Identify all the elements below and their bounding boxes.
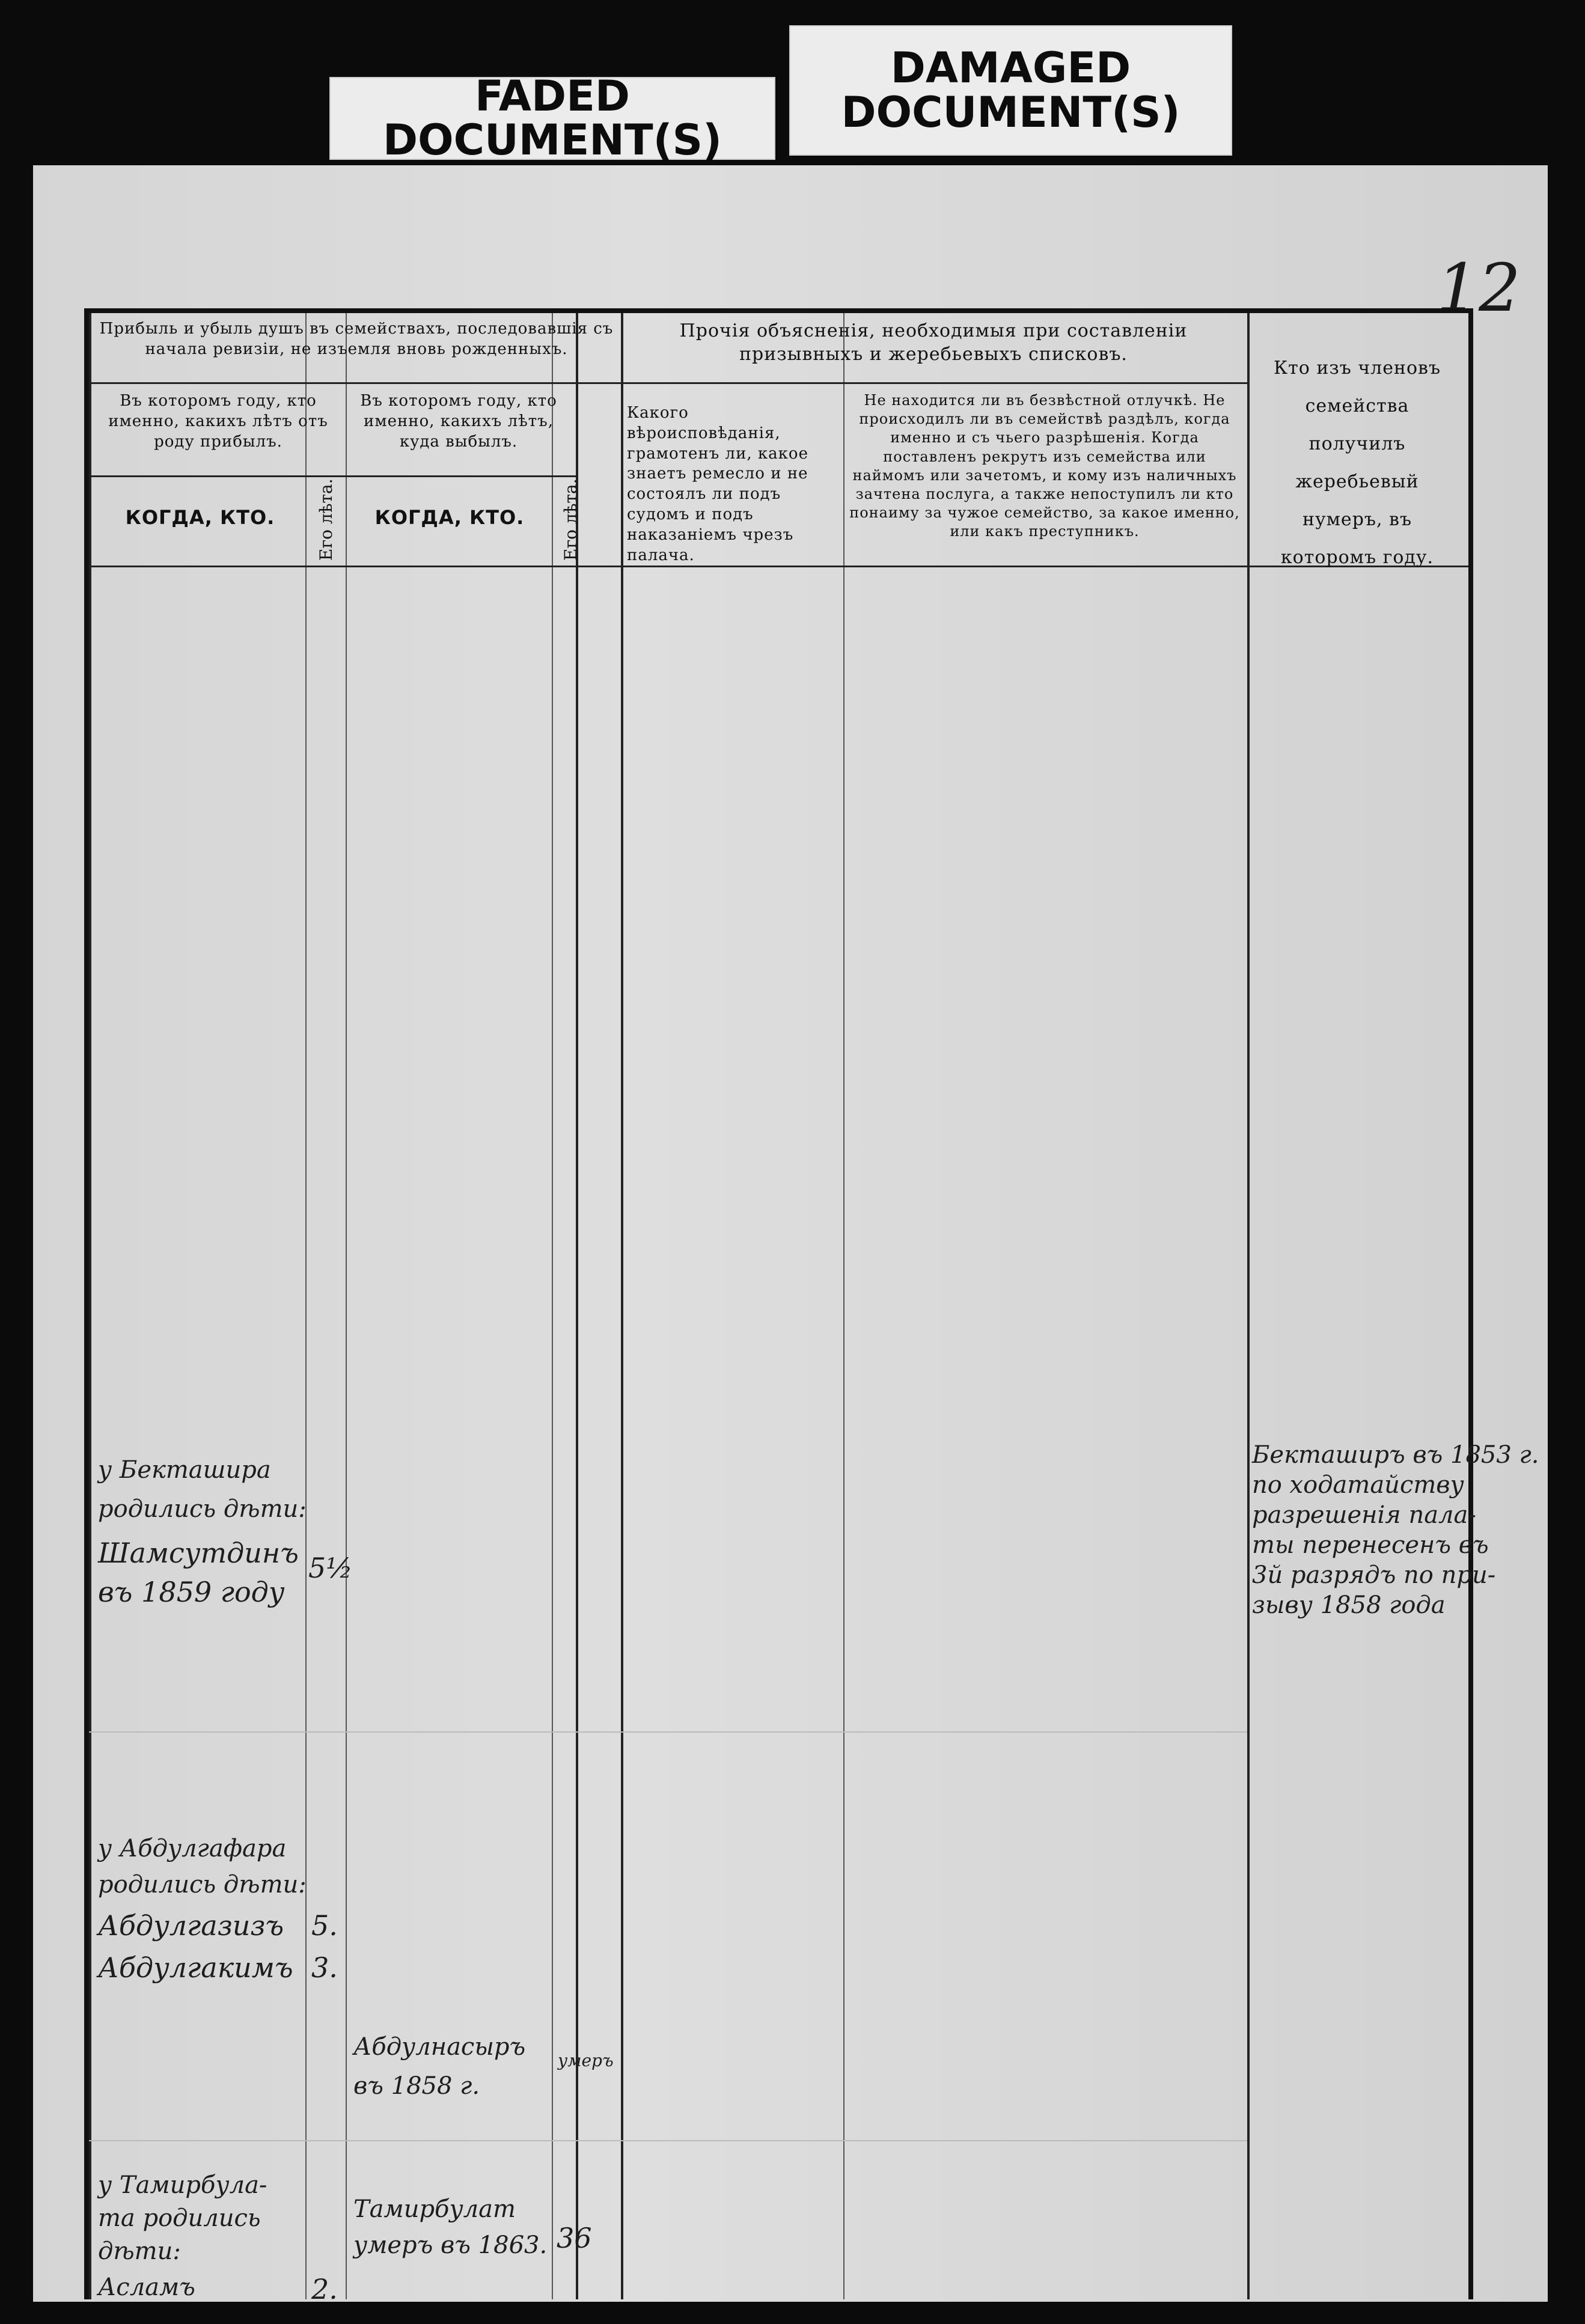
faded-stamp-label: FADED DOCUMENT(S) xyxy=(382,71,722,165)
entry2-line1: у Абдулгафара xyxy=(98,1835,287,1862)
col-religion-header: Какого вѣроисповѣданія, грамотенъ ли, какое знаетъ ремесло и не состоялъ ли подъ судомъ и подъ наказаніемъ чрезъ палача. xyxy=(627,404,808,564)
damaged-document-stamp xyxy=(789,25,1232,156)
when-who-header-2: КОГДА, КТО. xyxy=(374,506,525,529)
entry4-left-line2: умеръ въ 1863. xyxy=(353,2231,548,2259)
entry2-age1: 5. xyxy=(311,1909,338,1942)
entry1-lot-line3: разрешенія пала- xyxy=(1252,1501,1476,1529)
entry1-lot-line1: Бекташиръ въ 1853 г. xyxy=(1252,1441,1539,1469)
ledger-page xyxy=(33,165,1548,2305)
section-gain-loss-title: Прибыль и убыль душъ въ семействахъ, последовавшія съ начала ревизіи, не изъемля вновь рожденныхъ. xyxy=(99,320,614,358)
faded-document-stamp xyxy=(329,71,775,165)
when-who-header-1: КОГДА, КТО. xyxy=(125,506,275,529)
entry4-age: 2. xyxy=(311,2273,338,2305)
entry3-left-line2: въ 1858 г. xyxy=(353,2072,480,2100)
entry1-lot-line4: ты перенесенъ въ xyxy=(1252,1531,1489,1559)
register-table xyxy=(84,308,1539,2305)
col-lot-number-header: Кто изъ членовъ семейства получилъ жеребьевый нумеръ, въ которомъ году. xyxy=(1273,358,1441,568)
entry4-line3: дѣти: xyxy=(98,2237,181,2265)
entry4-left-age: 36 xyxy=(557,2222,592,2254)
col-absence-header: Не находится ли въ безвѣстной отлучкѣ. Не происходилъ ли въ семействѣ раздѣлъ, когда именно и съ чьего разрѣшенія. Когда поставленъ рекрутъ изъ семейства или наймомъ или зачетомъ, и кому изъ наличныхъ зачтена послуга, а также непоступилъ ли кто понаиму за чужое семейство, за какое именно, или какъ преступникъ. xyxy=(849,392,1240,540)
entry3-left-age: умеръ xyxy=(558,2051,614,2070)
entry1-lot-line6: зыву 1858 года xyxy=(1252,1591,1446,1619)
age-header-2: Его лѣта. xyxy=(561,478,581,561)
damaged-stamp-line1: DAMAGED xyxy=(890,43,1131,93)
damaged-stamp-line2: DOCUMENT(S) xyxy=(841,87,1180,137)
entry4-line4: Асламъ xyxy=(98,2274,195,2301)
entry4-left-line1: Тамирбулат xyxy=(353,2195,516,2223)
entry2-line3: Абдулгазизъ xyxy=(98,1909,284,1942)
page-number: 12 xyxy=(1437,249,1521,326)
entry4-line1: у Тамирбула- xyxy=(98,2171,267,2199)
entry1-line3: Шамсутдинъ xyxy=(98,1537,299,1569)
entry1-line4: въ 1859 году xyxy=(98,1576,285,1608)
age-header-1: Его лѣта. xyxy=(316,478,336,561)
col-left-header: Въ которомъ году, кто именно, какихъ лѣтъ, куда выбылъ. xyxy=(360,392,557,451)
entry2-line2: родились дѣти: xyxy=(98,1871,307,1899)
entry1-lot-line5: 3й разрядъ по при- xyxy=(1252,1561,1496,1589)
entry1-line2: родились дѣти: xyxy=(98,1495,307,1523)
entry4-line2: та родились xyxy=(98,2204,261,2232)
entry1-line1: у Бекташира xyxy=(98,1456,271,1484)
entry3-left-line1: Абдулнасыръ xyxy=(353,2033,526,2061)
entry1-age: 5½ xyxy=(308,1552,353,1584)
entry2-line4: Абдулгакимъ xyxy=(98,1951,293,1984)
entry1-lot-line2: по ходатайству xyxy=(1252,1471,1464,1499)
col-arrived-header: Въ которомъ году, кто именно, какихъ лѣтъ отъ роду прибылъ. xyxy=(108,392,328,451)
entry2-age2: 3. xyxy=(311,1951,338,1984)
section-explanations-title: Прочія объясненія, необходимыя при составленіи призывныхъ и жеребьевыхъ списковъ. xyxy=(679,320,1188,365)
